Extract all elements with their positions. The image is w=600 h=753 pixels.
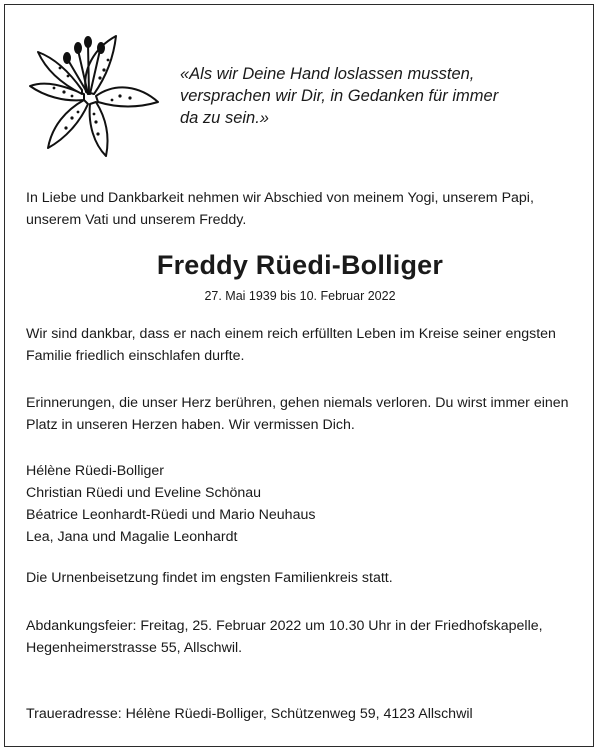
lily-icon <box>24 30 164 160</box>
intro-line: unserem Vati und unserem Freddy. <box>26 212 247 228</box>
paragraph-line: Familie friedlich einschlafen durfte. <box>26 348 245 364</box>
mourners-list <box>26 460 586 548</box>
burial-notice <box>26 567 586 589</box>
quote-line: da zu sein.» <box>180 109 269 127</box>
paragraph-line: Platz in unseren Herzen haben. Wir vermissen Dich. <box>26 417 355 433</box>
paragraph-line: Die Urnenbeisetzung findet im engsten Familienkreis statt. <box>26 570 393 586</box>
mourner-name: Béatrice Leonhardt-Rüedi und Mario Neuhaus <box>26 507 316 523</box>
quote-line: versprachen wir Dir, in Gedanken für immer <box>180 87 499 105</box>
ceremony-notice <box>26 615 586 659</box>
paragraph-line: Hegenheimerstrasse 55, Allschwil. <box>26 640 243 656</box>
mourner-name: Lea, Jana und Magalie Leonhardt <box>26 529 238 545</box>
mourner-name: Christian Rüedi und Eveline Schönau <box>26 485 262 501</box>
deceased-name: Freddy Rüedi-Bolliger <box>156 250 444 280</box>
gratitude-paragraph <box>26 323 586 367</box>
quote-line: «Als wir Deine Hand loslassen mussten, <box>180 65 475 83</box>
address-line: Traueradresse: Hélène Rüedi-Bolliger, Schützenweg 59, 4123 Allschwil <box>26 706 473 722</box>
paragraph-line: Abdankungsfeier: Freitag, 25. Februar 2022 um 10.30 Uhr in der Friedhofskapelle, <box>26 618 543 634</box>
memories-paragraph <box>26 392 586 436</box>
life-dates: 27. Mai 1939 bis 10. Februar 2022 <box>204 289 396 303</box>
paragraph-line: Wir sind dankbar, dass er nach einem reich erfüllten Leben im Kreise seiner engsten <box>26 326 556 342</box>
intro-text <box>26 187 576 231</box>
memorial-quote <box>180 63 540 129</box>
mourning-address <box>26 703 586 725</box>
mourner-name: Hélène Rüedi-Bolliger <box>26 463 165 479</box>
intro-line: In Liebe und Dankbarkeit nehmen wir Abschied von meinem Yogi, unserem Papi, <box>26 190 534 206</box>
paragraph-line: Erinnerungen, die unser Herz berühren, gehen niemals verloren. Du wirst immer einen <box>26 395 569 411</box>
